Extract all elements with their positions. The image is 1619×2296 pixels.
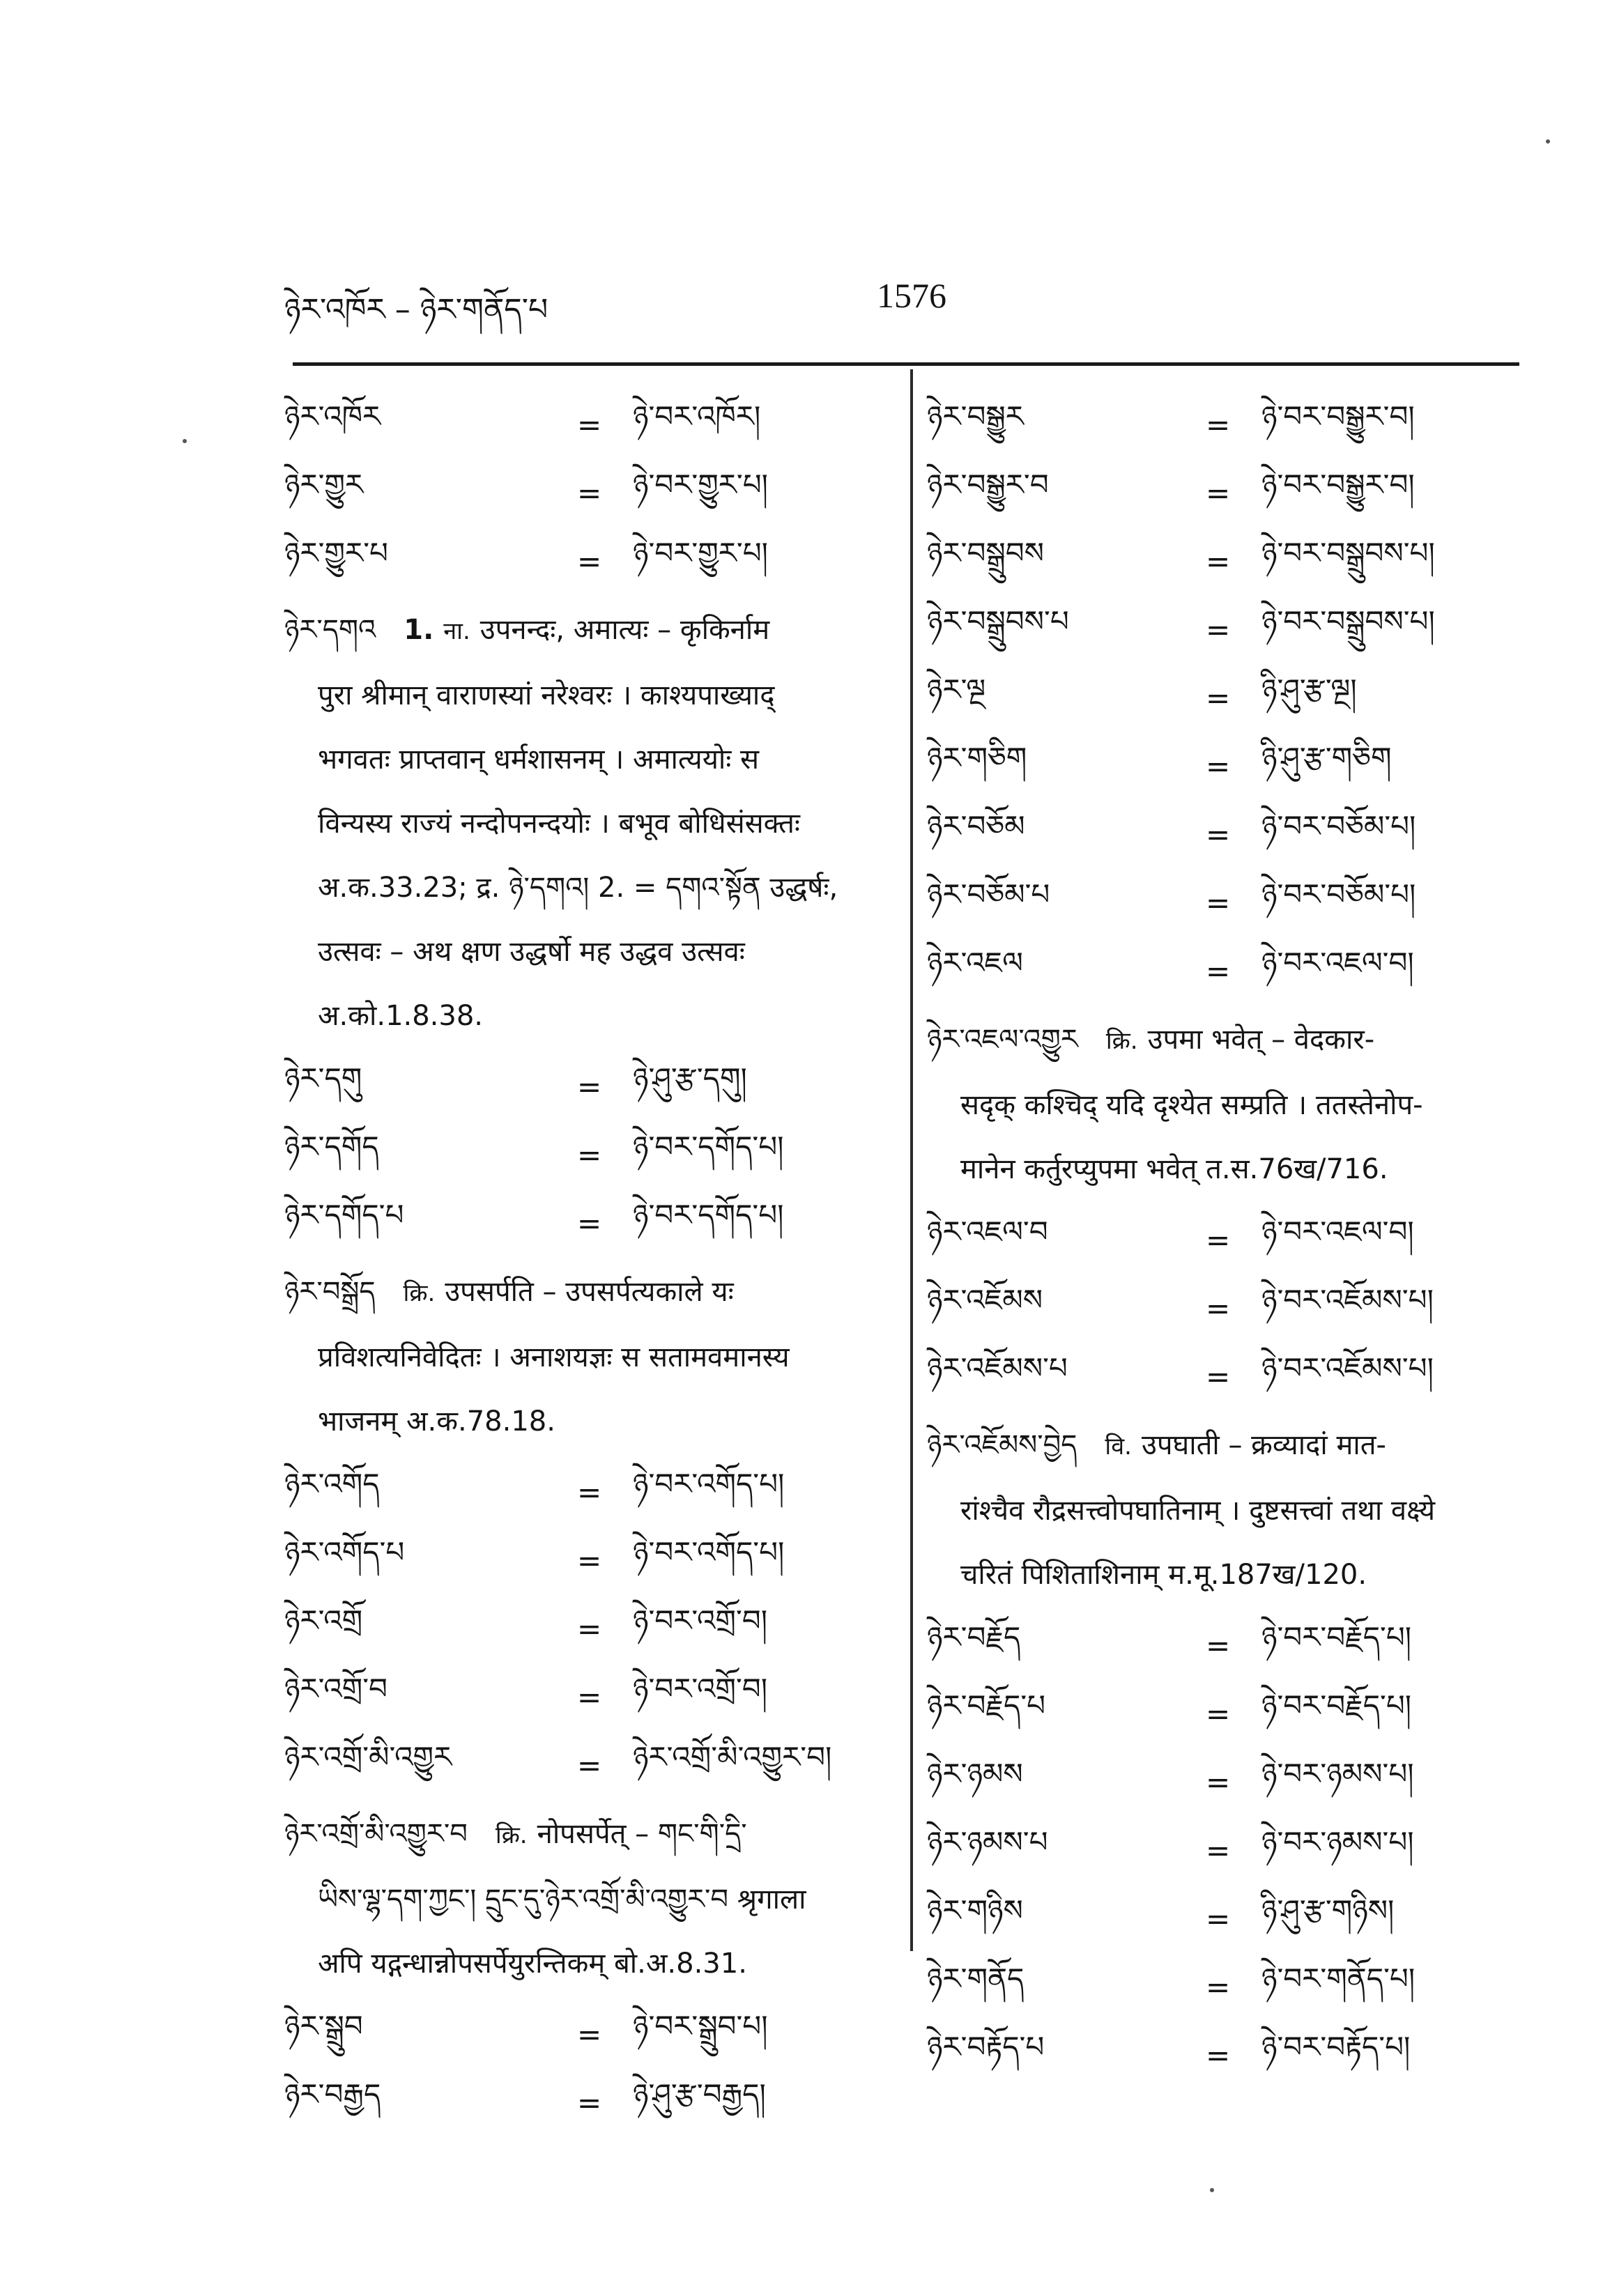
equals-sign: =	[577, 544, 602, 578]
part-of-speech: क्रि.	[1105, 1027, 1138, 1055]
dictionary-entry-row	[927, 1274, 1519, 1342]
dictionary-entry-paragraph	[284, 1260, 891, 1454]
entry-definition: ཉེ་བར་བརྗོད་པ།	[1261, 1619, 1412, 1654]
equals-sign: =	[1206, 1359, 1231, 1394]
entry-definition: ཉེ་བར་འཇོམས་པ།	[1261, 1282, 1434, 1317]
equals-sign: =	[1206, 1764, 1231, 1799]
entry-headword: ཉེར་བསྒྱུར	[927, 399, 1024, 433]
dictionary-entry-row	[927, 663, 1519, 732]
part-of-speech: वि.	[1105, 1433, 1132, 1461]
dictionary-entry-row	[284, 390, 891, 459]
entry-definition: ཉེ་བར་འཇལ་བ།	[1261, 945, 1414, 980]
entry-headword: ཉེར་འཇལ་འགྱུར	[927, 1024, 1078, 1056]
entry-definition: ཉེ་བར་དགོད་པ།	[633, 1129, 784, 1164]
equals-sign: =	[1206, 475, 1231, 510]
equals-sign: =	[1206, 1290, 1231, 1325]
entry-headword: ཉེར་འཇོམས	[927, 1282, 1043, 1317]
entry-headword: ཉེར་གཉིས	[927, 1893, 1023, 1927]
header-rule	[293, 362, 1519, 366]
dictionary-entry-paragraph	[284, 598, 891, 1048]
entry-headword: ཉེར་དགོད་པ	[284, 1197, 404, 1232]
entry-headword: ཉེར་འཇལ་བ	[927, 1214, 1048, 1249]
entry-headword: ཉེར་བསྒྲུབས	[927, 535, 1045, 570]
entry-definition: ཉེ་བར་དགོད་པ།	[633, 1197, 784, 1232]
dictionary-entry-row	[927, 1816, 1519, 1884]
dictionary-entry-row	[927, 390, 1519, 459]
equals-sign: =	[1206, 612, 1231, 647]
entry-headword: ཉེར་བརྗོད་པ	[927, 1688, 1046, 1723]
entry-headword: ཉེར་འཁོར	[284, 399, 381, 433]
entry-definition: ཉེ་བར་འཇོམས་པ།	[1261, 1350, 1434, 1385]
entry-headword: ཉེར་དགུ	[284, 1061, 362, 1095]
entry-text-line: भगवतः प्राप्तवान् धर्मशासनम् । अमात्ययोः स	[318, 743, 760, 776]
dictionary-entry-row	[927, 1884, 1519, 1952]
equals-sign: =	[1206, 885, 1231, 920]
entry-headword: ཉེར་དགའ	[284, 614, 376, 646]
scan-speck	[1546, 139, 1550, 144]
entry-headword: ཉེར་བསྒྱུར་བ	[927, 467, 1049, 502]
dictionary-entry-row	[284, 1594, 891, 1663]
entry-headword: ཉེར་གྱུར	[284, 467, 364, 502]
entry-text: उपसर्पति – उपसर्पत्यकाले यः	[445, 1276, 734, 1308]
dictionary-entry-row	[284, 1731, 891, 1799]
part-of-speech: ना.	[443, 617, 470, 645]
entry-definition: ཉེ་བར་འགྲོ་བ།	[633, 1671, 768, 1706]
entry-headword: ཉེར་འགྲོ་མི་འགྱུར	[284, 1739, 452, 1774]
equals-sign: =	[1206, 1901, 1231, 1936]
equals-sign: =	[577, 475, 602, 510]
entry-definition: ཉེ་བར་འགོད་པ།	[633, 1466, 785, 1501]
dictionary-entry-row	[927, 595, 1519, 663]
dictionary-entry-paragraph	[927, 1413, 1519, 1607]
entry-definition: ཉེ་བར་བསྒྲུབས་པ།	[1261, 603, 1435, 638]
entry-definition: ཉེ་བར་འགོད་པ།	[633, 1534, 785, 1569]
part-of-speech: क्रि.	[403, 1279, 436, 1307]
equals-sign: =	[1206, 2037, 1231, 2072]
equals-sign: =	[1206, 544, 1231, 578]
equals-sign: =	[1206, 1628, 1231, 1663]
entry-text: उपघाती – क्रव्यादां मात-	[1141, 1429, 1386, 1461]
entry-headword: ཉེར་གནོད	[927, 1961, 1025, 1996]
dictionary-entry-row	[284, 1663, 891, 1731]
entry-text: उपमा भवेत् – वेदकार-	[1147, 1024, 1375, 1056]
dictionary-entry-row	[284, 1052, 891, 1120]
entry-headword: ཉེར་བསྒྲོད	[284, 1276, 376, 1308]
entry-definition: ཉེ་བར་བསྒྱུར་བ།	[1261, 399, 1415, 433]
dictionary-entry-paragraph	[927, 1008, 1519, 1201]
entry-text-line: अ.क.33.23; द्र. ཉེ་དགའ། 2. = དགའ་སྟོན उद्धर्षः,	[318, 872, 838, 904]
equals-sign: =	[1206, 953, 1231, 988]
equals-sign: =	[1206, 1969, 1231, 2004]
equals-sign: =	[1206, 1696, 1231, 1731]
entry-text: उपनन्दः, अमात्यः – कृकिर्नाम	[479, 614, 770, 646]
dictionary-entry-row	[927, 937, 1519, 1005]
column-divider	[910, 369, 913, 1951]
entry-text-line: चरितं पिशिताशिनाम् म.मू.187ख/120.	[960, 1559, 1367, 1591]
entry-text-line: उत्सवः – अथ क्षण उद्धर्षो मह उद्धव उत्सवः	[318, 936, 745, 968]
entry-headword: ཉེར་འཇོམས་བྱེད	[927, 1429, 1077, 1461]
equals-sign: =	[1206, 407, 1231, 442]
equals-sign: =	[577, 1679, 602, 1714]
entry-text-line: प्रविशत्यनिवेदितः । अनाशयज्ञः स सतामवमानस्य	[318, 1341, 790, 1373]
entry-definition: ཉི་ཤུ་རྩ་གཉིས།	[1261, 1893, 1395, 1927]
equals-sign: =	[577, 1543, 602, 1578]
entry-definition: ཉེར་འགྲོ་མི་འགྱུར་བ།	[633, 1739, 832, 1774]
entry-text-line: रांश्चैव रौद्रसत्त्वोपघातिनाम् । दुष्टसत्त्वां तथा वक्ष्ये	[960, 1495, 1436, 1527]
dictionary-entry-row	[927, 1342, 1519, 1410]
entry-definition: ཉེ་བར་འཁོར།	[633, 399, 761, 433]
dictionary-entry-row	[927, 1679, 1519, 1748]
entry-definition: ཉེ་བར་གནོད་པ།	[1261, 1961, 1415, 1996]
dictionary-entry-row	[284, 527, 891, 595]
dictionary-entry-row	[927, 868, 1519, 937]
entry-headword: ཉེར་འགྲོ	[284, 1603, 363, 1638]
equals-sign: =	[577, 1205, 602, 1240]
scan-speck	[1210, 2188, 1214, 2192]
sense-number: 1.	[404, 614, 434, 646]
dictionary-entry-row	[284, 1526, 891, 1594]
entry-headword: ཉེར་ལྔ	[927, 672, 986, 707]
entry-text-line: सदृक् कश्चिद् यदि दृश्येत सम्प्रति । ततस्तेनोप-	[960, 1089, 1423, 1121]
entry-headword: ཉེར་བརྗོད	[927, 1619, 1021, 1654]
entry-headword: ཉེར་འཇལ	[927, 945, 1023, 980]
entry-definition: ཉེ་བར་འཇལ་བ།	[1261, 1214, 1414, 1249]
dictionary-entry-row	[927, 2021, 1519, 2089]
entry-definition: ཉེ་བར་སྒྲུབ་པ།	[633, 2008, 768, 2043]
dictionary-entry-row	[284, 1189, 891, 1257]
equals-sign: =	[577, 407, 602, 442]
dictionary-entry-row	[284, 2068, 891, 2136]
equals-sign: =	[1206, 1833, 1231, 1867]
entry-headword: ཉེར་ཉམས་པ	[927, 1824, 1048, 1859]
entry-headword: ཉེར་བཅོམ	[927, 808, 1025, 843]
entry-headword: ཉེར་དགོད	[284, 1129, 379, 1164]
entry-text-line: ཡིས་ལྷ་དག་ཀྱང་། དྲུང་དུ་ཉེར་འགྲོ་མི་འགྱུར་བ श्रृगाला	[318, 1883, 806, 1916]
dictionary-entry-row	[927, 1952, 1519, 2021]
entry-headword: ཉེར་འགྲོ་མི་འགྱུར་བ	[284, 1818, 468, 1850]
entry-text-line: भाजनम् अ.क.78.18.	[318, 1405, 555, 1438]
entry-headword: ཉེར་འགྲོ་བ	[284, 1671, 388, 1706]
left-column	[284, 390, 891, 2136]
entry-headword: ཉེར་འཇོམས་པ	[927, 1350, 1068, 1385]
dictionary-entry-row	[284, 1458, 891, 1526]
equals-sign: =	[1206, 680, 1231, 715]
equals-sign: =	[577, 2017, 602, 2051]
entry-text-line: विन्यस्य राज्यं नन्दोपनन्दयोः । बभूव बोधिसंसक्तः	[318, 808, 800, 840]
entry-definition: ཉེ་བར་བརྗོད་པ།	[1261, 1688, 1412, 1723]
entry-definition: ཉེ་བར་གྱུར་པ།	[633, 535, 768, 570]
entry-headword: ཉེར་བརྟོད་པ	[927, 2029, 1045, 2064]
dictionary-entry-row	[927, 800, 1519, 868]
equals-sign: =	[577, 2085, 602, 2120]
entry-definition: ཉེ་བར་འགྲོ་བ།	[633, 1603, 768, 1638]
dictionary-entry-row	[284, 2000, 891, 2068]
entry-text-line: अपि यद्गन्धान्नोपसर्पेयुरन्तिकम् बो.अ.8.31.	[318, 1948, 747, 1980]
entry-headword: ཉེར་བསྒྲུབས་པ	[927, 603, 1069, 638]
dictionary-entry-row	[927, 1748, 1519, 1816]
dictionary-entry-row	[284, 459, 891, 527]
entry-definition: ཉེ་ཤུ་རྩ་དགུ།	[633, 1061, 747, 1095]
entry-headword: ཉེར་བཅོམ་པ	[927, 877, 1050, 911]
equals-sign: =	[577, 1069, 602, 1104]
entry-text: नोपसर्पेत् – གང་གི་དྲི་	[537, 1818, 747, 1850]
entry-definition: ཉེ་བར་ཉམས་པ།	[1261, 1756, 1414, 1791]
equals-sign: =	[1206, 748, 1231, 783]
entry-text-line: मानेन कर्तुरप्युपमा भवेत् त.स.76ख/716.	[960, 1153, 1388, 1185]
dictionary-entry-row	[284, 1120, 891, 1189]
running-head: ཉེར་འཁོར – ཉེར་གནོད་པ	[284, 292, 548, 328]
equals-sign: =	[1206, 817, 1231, 852]
entry-text-line: अ.को.1.8.38.	[318, 1000, 484, 1032]
equals-sign: =	[577, 1748, 602, 1782]
dictionary-entry-row	[927, 1205, 1519, 1274]
entry-definition: ཉེ་བར་བཅོམ་པ།	[1261, 808, 1416, 843]
dictionary-entry-row	[927, 459, 1519, 527]
entry-definition: ཉི་ཤུ་རྩ་ལྔ།	[1261, 672, 1357, 707]
entry-definition: ཉི་ཤུ་རྩ་གཅིག	[1261, 740, 1392, 775]
dictionary-entry-row	[927, 527, 1519, 595]
dictionary-entry-paragraph	[284, 1802, 891, 1996]
right-column	[927, 390, 1519, 2089]
entry-definition: ཉེ་བར་གྱུར་པ།	[633, 467, 768, 502]
entry-definition: ཉེ་ཤུ་རྩ་བརྒྱད།	[633, 2077, 766, 2111]
entry-definition: ཉེ་བར་ཉམས་པ།	[1261, 1824, 1414, 1859]
equals-sign: =	[577, 1137, 602, 1172]
entry-headword: ཉེར་སྒྲུབ	[284, 2008, 363, 2043]
entry-text-line: पुरा श्रीमान् वाराणस्यां नरेश्वरः । काश्यपाख्याद्	[318, 679, 775, 711]
entry-headword: ཉེར་འགོད	[284, 1466, 380, 1501]
page-number: 1576	[877, 276, 946, 315]
dictionary-entry-row	[927, 732, 1519, 800]
entry-definition: ཉེ་བར་བསྒྲུབས་པ།	[1261, 535, 1435, 570]
equals-sign: =	[577, 1474, 602, 1509]
entry-definition: ཉེ་བར་བསྒྱུར་བ།	[1261, 467, 1415, 502]
dictionary-entry-row	[927, 1611, 1519, 1679]
entry-definition: ཉེ་བར་བཅོམ་པ།	[1261, 877, 1416, 911]
entry-definition: ཉེ་བར་བརྟོད་པ།	[1261, 2029, 1411, 2064]
equals-sign: =	[1206, 1222, 1231, 1257]
part-of-speech: क्रि.	[495, 1821, 528, 1849]
scan-speck	[183, 439, 187, 443]
entry-headword: ཉེར་བརྒྱད	[284, 2077, 381, 2111]
equals-sign: =	[577, 1611, 602, 1646]
entry-headword: ཉེར་གྱུར་པ	[284, 535, 388, 570]
entry-headword: ཉེར་ཉམས	[927, 1756, 1023, 1791]
entry-headword: ཉེར་གཅིག	[927, 740, 1027, 775]
entry-headword: ཉེར་འགོད་པ	[284, 1534, 405, 1569]
